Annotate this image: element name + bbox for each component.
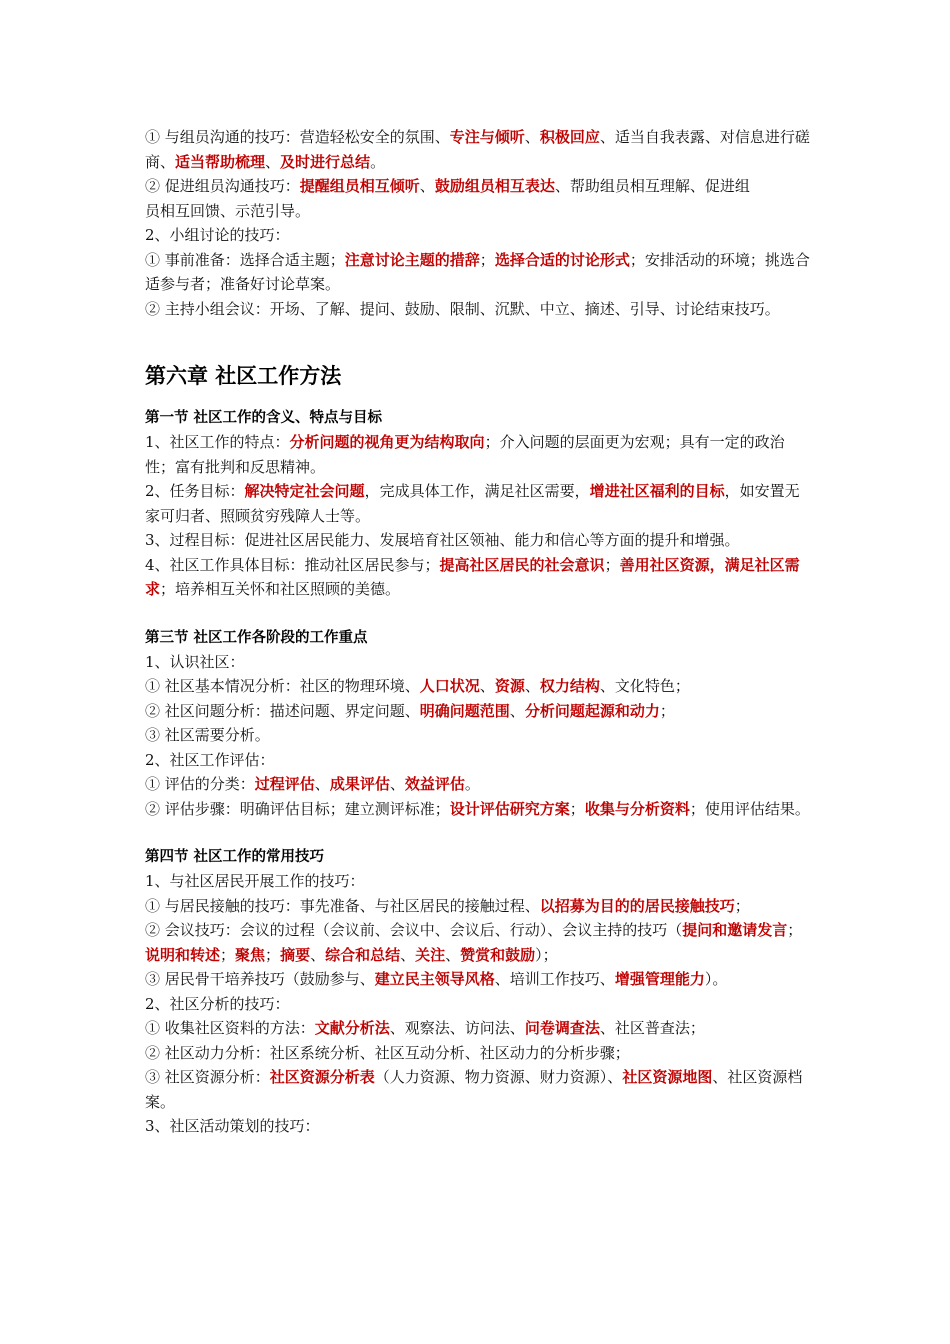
document-body xyxy=(145,125,810,1139)
highlight-text: 建立民主领导风格 xyxy=(374,970,495,988)
paragraph xyxy=(145,125,810,174)
body-text: 2、任务目标： xyxy=(145,482,245,500)
body-text: ③ 居民骨干培养技巧（鼓励参与、 xyxy=(145,970,375,988)
body-text: 、适当自我表露、对信息进行磋商、 xyxy=(145,128,810,171)
paragraph xyxy=(145,479,810,528)
highlight-text: 人口状况 xyxy=(419,677,480,695)
paragraph xyxy=(145,528,810,553)
body-text: ； xyxy=(734,896,750,915)
body-text: ① 社区基本情况分析：社区的物理环境、 xyxy=(145,677,420,695)
body-text: 、 xyxy=(445,945,461,964)
body-text: 、帮助组员相互理解、促进组 xyxy=(554,177,750,195)
highlight-text: 资源 xyxy=(494,677,525,695)
paragraph xyxy=(145,1016,810,1041)
paragraph xyxy=(145,297,810,322)
highlight-text: 效益评估 xyxy=(404,775,465,793)
body-text: 、 xyxy=(314,775,330,793)
highlight-text: 社区资源地图 xyxy=(622,1068,713,1086)
highlight-text: 摘要 xyxy=(280,945,311,964)
intro-block xyxy=(145,125,810,321)
highlight-text: 鼓励组员相互表达 xyxy=(434,177,555,195)
body-text: ① 事前准备：选择合适主题； xyxy=(145,250,345,269)
highlight-text: 设计评估研究方案 xyxy=(449,799,570,818)
paragraph xyxy=(145,1041,810,1066)
body-text: ，如安置无家可归者、照顾贫穷残障人士等。 xyxy=(145,482,800,525)
body-text: 、 xyxy=(400,945,416,964)
body-text: 、 xyxy=(419,177,435,195)
body-text: ② 评估步骤：明确评估目标；建立测评标准； xyxy=(145,799,450,818)
body-text: ① 评估的分类： xyxy=(145,775,255,793)
paragraph xyxy=(145,772,810,797)
highlight-text: 关注 xyxy=(415,945,446,964)
body-text: 3、过程目标：促进社区居民能力、发展培育社区领袖、能力和信心等方面的提升和增强。 xyxy=(145,531,740,549)
body-text: ；安排活动的环境；挑选合适参与者；准备好讨论草案。 xyxy=(145,250,810,293)
highlight-text: 分析问题起源和动力 xyxy=(524,701,660,720)
section-gap xyxy=(145,821,810,845)
highlight-text: 提高社区居民的社会意识 xyxy=(439,555,605,574)
paragraph xyxy=(145,650,810,675)
highlight-text: 综合和总结 xyxy=(325,945,401,964)
paragraph xyxy=(145,1065,810,1114)
paragraph xyxy=(145,199,810,224)
body-text: ）； xyxy=(535,945,558,964)
paragraph xyxy=(145,869,810,894)
body-text: 、 xyxy=(509,701,525,720)
body-text: 员相互回馈、示范引导。 xyxy=(145,201,311,220)
body-text: ③ 社区需要分析。 xyxy=(145,726,270,744)
section-title: 第一节 社区工作的含义、特点与目标 xyxy=(145,410,383,426)
body-text: 、 xyxy=(310,945,326,964)
highlight-text: 以招募为目的的居民接触技巧 xyxy=(539,896,735,915)
body-text: ；介入问题的层面更为宏观；具有一定的政治性；富有批判和反思精神。 xyxy=(145,433,785,476)
body-text: ② 社区问题分析：描述问题、界定问题、 xyxy=(145,701,420,720)
body-text: 、培训工作技巧、 xyxy=(494,970,615,988)
body-text: ③ 社区资源分析： xyxy=(145,1068,270,1086)
body-text: ； xyxy=(604,555,620,574)
highlight-text: 及时进行总结 xyxy=(280,152,371,171)
body-text: 、 xyxy=(524,128,540,146)
paragraph xyxy=(145,674,810,699)
highlight-text: 善用社区资源，满足社区需求 xyxy=(145,555,800,598)
body-text: 、社区资源档案。 xyxy=(145,1068,803,1111)
sections-container xyxy=(145,406,810,1139)
highlight-text: 选择合适的讨论形式 xyxy=(494,250,630,269)
body-text: 2、社区分析的技巧： xyxy=(145,994,290,1013)
body-text: ； xyxy=(220,945,236,964)
paragraph xyxy=(145,248,810,297)
highlight-text: 积极回应 xyxy=(539,128,600,146)
highlight-text: 分析问题的视角更为结构取向 xyxy=(289,433,485,451)
body-text: ① 与居民接触的技巧：事先准备、与社区居民的接触过程、 xyxy=(145,896,540,915)
body-text: ② 主持小组会议：开场、了解、提问、鼓励、限制、沉默、中立、摘述、引导、讨论结束技巧。 xyxy=(145,299,780,318)
highlight-text: 专注与倾听 xyxy=(449,128,525,146)
highlight-text: 说明和转述 xyxy=(145,945,221,964)
highlight-text: 明确问题范围 xyxy=(419,701,510,720)
paragraph xyxy=(145,430,810,479)
body-text: 、 xyxy=(389,775,405,793)
body-text: ； xyxy=(265,945,281,964)
body-text: ）。 xyxy=(704,970,728,988)
body-text: 1、与社区居民开展工作的技巧： xyxy=(145,872,365,890)
body-text: ；使用评估结果。 xyxy=(689,799,810,818)
paragraph xyxy=(145,918,810,967)
highlight-text: 注意讨论主题的措辞 xyxy=(344,250,480,269)
section-gap xyxy=(145,602,810,626)
section-title: 第四节 社区工作的常用技巧 xyxy=(145,849,325,865)
body-text: 1、社区工作的特点： xyxy=(145,433,290,451)
paragraph xyxy=(145,1114,810,1139)
body-text: （人力资源、物力资源、财力资源）、 xyxy=(374,1068,623,1086)
body-text: ； xyxy=(659,701,675,720)
body-text: 3、社区活动策划的技巧： xyxy=(145,1117,320,1135)
highlight-text: 社区资源分析表 xyxy=(269,1068,375,1086)
body-text: 2、社区工作评估： xyxy=(145,750,275,769)
paragraph xyxy=(145,699,810,724)
body-text: 、 xyxy=(479,677,495,695)
highlight-text: 收集与分析资料 xyxy=(584,799,690,818)
body-text: ① 与组员沟通的技巧：营造轻松安全的氛围、 xyxy=(145,128,450,146)
body-text: 。 xyxy=(370,152,386,171)
paragraph xyxy=(145,967,810,992)
body-text: ② 促进组员沟通技巧： xyxy=(145,177,300,195)
body-text: 2、小组讨论的技巧： xyxy=(145,226,290,244)
body-text: 、 xyxy=(265,152,281,171)
paragraph xyxy=(145,723,810,748)
highlight-text: 赞赏和鼓励 xyxy=(460,945,536,964)
body-text: ② 会议技巧：会议的过程（会议前、会议中、会议后、行动）、会议主持的技巧（ xyxy=(145,921,683,939)
highlight-text: 问卷调查法 xyxy=(524,1019,600,1037)
body-text: ② 社区动力分析：社区系统分析、社区互动分析、社区动力的分析步骤； xyxy=(145,1043,630,1062)
paragraph xyxy=(145,894,810,919)
body-text: ① 收集社区资料的方法： xyxy=(145,1019,315,1037)
body-text: ，完成具体工作，满足社区需要， xyxy=(364,482,590,500)
body-text: 、文化特色； xyxy=(599,677,690,695)
body-text: ； xyxy=(569,799,585,818)
highlight-text: 提醒组员相互倾听 xyxy=(299,177,420,195)
paragraph xyxy=(145,992,810,1017)
highlight-text: 解决特定社会问题 xyxy=(244,482,365,500)
highlight-text: 成果评估 xyxy=(329,775,390,793)
chapter-title: 第六章 社区工作方法 xyxy=(145,364,342,388)
paragraph xyxy=(145,223,810,248)
paragraph xyxy=(145,553,810,602)
body-text: 4、社区工作具体目标：推动社区居民参与； xyxy=(145,555,440,574)
paragraph xyxy=(145,797,810,822)
paragraph xyxy=(145,748,810,773)
section-title: 第三节 社区工作各阶段的工作重点 xyxy=(145,629,368,646)
body-text: 1、认识社区： xyxy=(145,652,245,671)
highlight-text: 权力结构 xyxy=(539,677,600,695)
body-text: 、社区普查法； xyxy=(599,1019,705,1037)
highlight-text: 增进社区福利的目标 xyxy=(589,482,725,500)
body-text: ； xyxy=(787,921,803,939)
highlight-text: 适当帮助梳理 xyxy=(175,152,266,171)
paragraph xyxy=(145,174,810,199)
highlight-text: 过程评估 xyxy=(254,775,315,793)
highlight-text: 聚焦 xyxy=(235,945,266,964)
body-text: 、观察法、访问法、 xyxy=(389,1019,525,1037)
highlight-text: 文献分析法 xyxy=(314,1019,390,1037)
body-text: ；培养相互关怀和社区照顾的美德。 xyxy=(160,580,401,598)
body-text: ； xyxy=(479,250,495,269)
highlight-text: 增强管理能力 xyxy=(614,970,705,988)
body-text: 、 xyxy=(524,677,540,695)
highlight-text: 提问和邀请发言 xyxy=(682,921,788,939)
body-text: 。 xyxy=(464,775,480,793)
